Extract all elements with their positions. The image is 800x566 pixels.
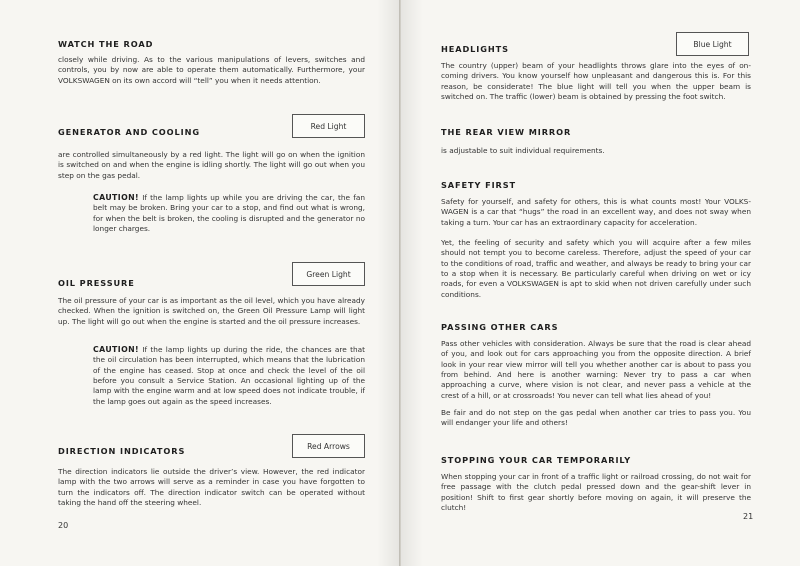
section-heading-safety-first: SAFETY FIRST (441, 180, 517, 190)
section-heading-direction-indicators: DIRECTION INDICATORS (58, 446, 186, 456)
caution-label: CAUTION! (93, 345, 139, 354)
paragraph-direction-indicators: The direction indicators lie outside the driver’s view. However, the red indicator lamp with the two arrows will serve as a reminder in case you have forgotten to turn the indicators off. The direction indicator switch can be operated without taking the hand off the steering wheel. (58, 467, 365, 508)
warning-light-label-blue-light: Blue Light (676, 32, 749, 56)
section-heading-watch-the-road: WATCH THE ROAD (58, 39, 154, 49)
warning-light-label-green-light: Green Light (292, 262, 365, 286)
caution-note-generator (93, 193, 365, 234)
caution-label: CAUTION! (93, 193, 139, 202)
paragraph-watch-the-road: closely while driving. As to the various manipulations of levers, switches and controls, you by now are able to operate them automatically. Furthermore, your VOLKSWAGEN on its own accord will “tell” you when it needs attention. (58, 55, 365, 85)
left-page (0, 0, 399, 566)
warning-light-label-red-light: Red Light (292, 114, 365, 138)
warning-light-label-red-arrows: Red Arrows (292, 434, 365, 458)
section-heading-rear-view-mirror: THE REAR VIEW MIRROR (441, 127, 572, 137)
caution-text: If the lamp lights up during the ride, the chances are that the oil circulation has been interrupted, which means that the lubrication of the engine has ceased. Stop at once and check the level of the oil before you consult a Service Station. An occasional lighting up of the lamp with the engine warm and at low speed does not indicate trouble, if the lamp goes out again as the speed increases. (93, 345, 365, 406)
paragraph-safety-first-2: Yet, the feeling of security and safety which you will acquire after a few miles should not tempt you to become careless. Therefore, adjust the speed of your car to the conditions of road, traffic and weather, and always be ready to bring your car to a stop when it is necessary. Be particularly careful when driving on wet or icy roads, for even a VOLKSWAGEN is apt to skid when not driven carefully under such conditions. (441, 238, 751, 299)
paragraph-safety-first-1: Safety for yourself, and safety for others, this is what counts most! Your VOLKS-WAGEN is a car that “hugs” the road in an excellent way, and does not sway when taking a turn. Your car has an extraordinary capacity for acceleration. (441, 197, 751, 227)
section-heading-headlights: HEADLIGHTS (441, 44, 509, 54)
right-page (401, 0, 800, 566)
paragraph-stopping-car: When stopping your car in front of a traffic light or railroad crossing, do not wait for free passage with the clutch pedal pressed down and the gear-shift lever in position! Shift to first gear shortly before moving on again, it will preserve the clutch! (441, 472, 751, 513)
caution-text: If the lamp lights up while you are driving the car, the fan belt may be broken. Bring your car to a stop, and find out what is wrong, for when the belt is broken, the cooling is disrupted and the generator no longer charges. (93, 193, 365, 234)
paragraph-oil-pressure: The oil pressure of your car is as important as the oil level, which you have already checked. When the ignition is switched on, the Green Oil Pressure Lamp will light up. The light will go out when the engine is started and the oil pressure increases. (58, 296, 365, 326)
page-number-right: 21 (743, 512, 754, 521)
paragraph-passing-1: Pass other vehicles with consideration. Always be sure that the road is clear ahead of you, and look out for cars approaching you from the opposite direction. A brief look in your rear view mirror will tell you whether another car is about to pass you from behind. And here is another warning: Never try to pass a car when approaching a curve, where vision is not clear, and never pass a vehicle at the crest of a hill, or at crossroads! You never can tell what lies ahead of you! (441, 339, 751, 400)
paragraph-rear-view-mirror: is adjustable to suit individual requirements. (441, 146, 605, 155)
caution-note-oil (93, 345, 365, 407)
section-heading-generator: GENERATOR AND COOLING (58, 127, 200, 137)
paragraph-headlights: The country (upper) beam of your headlights throws glare into the eyes of on-coming drivers. You know yourself how unpleasant and dangerous this is. For this reason, be considerate! The blue light will tell you when the upper beam is switched on. The traffic (lower) beam is obtained by pressing the foot switch. (441, 61, 751, 102)
section-heading-oil-pressure: OIL PRESSURE (58, 278, 135, 288)
section-heading-stopping-car: STOPPING YOUR CAR TEMPORARILY (441, 455, 632, 465)
page-number-left: 20 (58, 521, 69, 530)
section-heading-passing-other-cars: PASSING OTHER CARS (441, 322, 559, 332)
paragraph-generator: are controlled simultaneously by a red light. The light will go on when the ignition is switched on and when the engine is idling shortly. The light will go out when you step on the gas pedal. (58, 150, 365, 180)
paragraph-passing-2: Be fair and do not step on the gas pedal when another car tries to pass you. You will endanger your life and others! (441, 408, 751, 428)
